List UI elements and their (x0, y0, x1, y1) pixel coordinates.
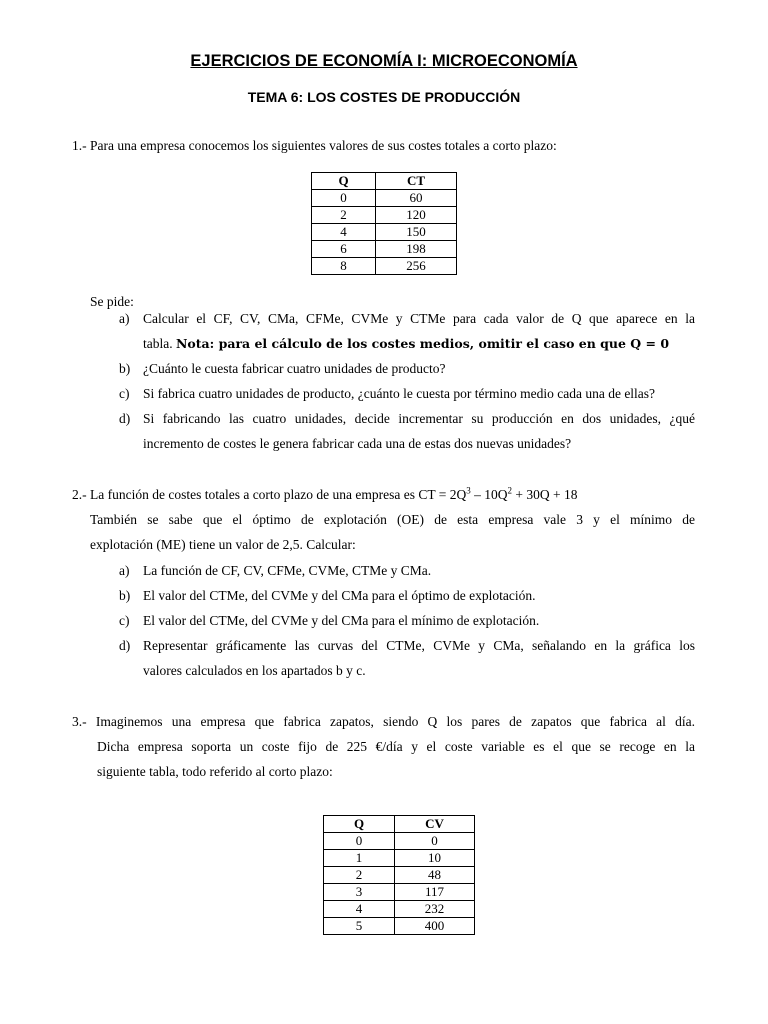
item-letter: d) (119, 411, 131, 426)
table-cell: 2 (312, 207, 376, 224)
item-letter: b) (119, 588, 131, 603)
table-row (324, 901, 475, 918)
table-row (312, 224, 457, 241)
table-row (312, 190, 457, 207)
item-letter: d) (119, 638, 131, 653)
ex1-item-c: Si fabrica cuatro unidades de producto, ¿cuánto le cuesta por término medio cada una de ellas? (143, 386, 656, 401)
item-letter: c) (119, 613, 130, 628)
table-cell: 120 (376, 207, 457, 224)
ex2-intro-mid: – 10Q (470, 487, 508, 502)
table-cell: 198 (376, 241, 457, 258)
se-pide-label: Se pide: (90, 294, 134, 309)
item-letter: c) (119, 386, 130, 401)
table-cell: 1 (324, 850, 395, 867)
ex3-line1: 3.- Imaginemos una empresa que fabrica zapatos, siendo Q los pares de zapatos que fabrica al día. (72, 714, 695, 729)
ex2-intro-tail: + 30Q + 18 (512, 487, 578, 502)
table-cell: 60 (376, 190, 457, 207)
ex1-item-d-line2: incremento de costes le genera fabricar cada una de estas dos nuevas unidades? (143, 436, 572, 451)
document-subtitle: TEMA 6: LOS COSTES DE PRODUCCIÓN (247, 89, 521, 105)
table-row (324, 918, 475, 935)
table-row (324, 884, 475, 901)
exponent: 2 (507, 485, 512, 496)
ex1-item-a-line2-text: tabla. (143, 336, 176, 351)
table-header-row (324, 816, 475, 833)
cv-table (323, 815, 475, 935)
table-cell: 8 (312, 258, 376, 275)
table-cell: 10 (395, 850, 475, 867)
ex2-line2: También se sabe que el óptimo de explotación (OE) de esta empresa vale 3 y el mínimo de (90, 512, 695, 527)
table-row (324, 833, 475, 850)
table-cell: 4 (324, 901, 395, 918)
item-letter: a) (119, 311, 130, 326)
table-cell: 0 (324, 833, 395, 850)
document-title: EJERCICIOS DE ECONOMÍA I: MICROECONOMÍA (190, 52, 578, 70)
exponent: 3 (466, 485, 471, 496)
ex1-item-a-line1: Calcular el CF, CV, CMa, CFMe, CVMe y CTMe para cada valor de Q que aparece en la (143, 311, 695, 326)
ex2-item-a: La función de CF, CV, CFMe, CVMe, CTMe y CMa. (143, 563, 432, 578)
table-cell: 0 (312, 190, 376, 207)
ct-table (311, 172, 457, 275)
table-cell: 150 (376, 224, 457, 241)
table-cell: 2 (324, 867, 395, 884)
table-row (324, 867, 475, 884)
table-header-cv: CV (395, 816, 475, 833)
ex2-line3: explotación (ME) tiene un valor de 2,5. Calcular: (90, 537, 356, 552)
exercise-2-intro (72, 487, 577, 503)
table-header-q: Q (312, 173, 376, 190)
table-cell: 256 (376, 258, 457, 275)
table-row (312, 258, 457, 275)
table-cell: 117 (395, 884, 475, 901)
ex1-item-a-line2 (143, 336, 669, 352)
table-header-row (312, 173, 457, 190)
table-cell: 48 (395, 867, 475, 884)
table-cell: 6 (312, 241, 376, 258)
ex3-line2: Dicha empresa soporta un coste fijo de 225 €/día y el coste variable es el que se recoge en la (97, 739, 695, 754)
ex3-line3: siguiente tabla, todo referido al corto plazo: (97, 764, 333, 779)
table-row (312, 207, 457, 224)
table-header-q: Q (324, 816, 395, 833)
ex1-item-b: ¿Cuánto le cuesta fabricar cuatro unidades de producto? (143, 361, 446, 376)
table-header-ct: CT (376, 173, 457, 190)
ex1-item-d-line1: Si fabricando las cuatro unidades, decide incrementar su producción en dos unidades, ¿qué (143, 411, 695, 426)
ex2-item-d-line2: valores calculados en los apartados b y c. (143, 663, 366, 678)
table-cell: 4 (312, 224, 376, 241)
ex2-item-b: El valor del CTMe, del CVMe y del CMa para el óptimo de explotación. (143, 588, 536, 603)
ex2-item-d-line1: Representar gráficamente las curvas del CTMe, CVMe y CMa, señalando en la gráfica los (143, 638, 695, 653)
item-letter: b) (119, 361, 131, 376)
table-cell: 400 (395, 918, 475, 935)
table-row (324, 850, 475, 867)
table-cell: 3 (324, 884, 395, 901)
table-cell: 5 (324, 918, 395, 935)
ex2-item-c: El valor del CTMe, del CVMe y del CMa para el mínimo de explotación. (143, 613, 540, 628)
ex1-item-a-note: Nota: para el cálculo de los costes medios, omitir el caso en que Q = 0 (176, 336, 670, 351)
table-cell: 232 (395, 901, 475, 918)
item-letter: a) (119, 563, 130, 578)
table-cell: 0 (395, 833, 475, 850)
ex2-intro-text: 2.- La función de costes totales a corto plazo de una empresa es CT = 2Q (72, 487, 467, 502)
table-row (312, 241, 457, 258)
exercise-1-intro: 1.- Para una empresa conocemos los siguientes valores de sus costes totales a corto plazo: (72, 138, 557, 153)
